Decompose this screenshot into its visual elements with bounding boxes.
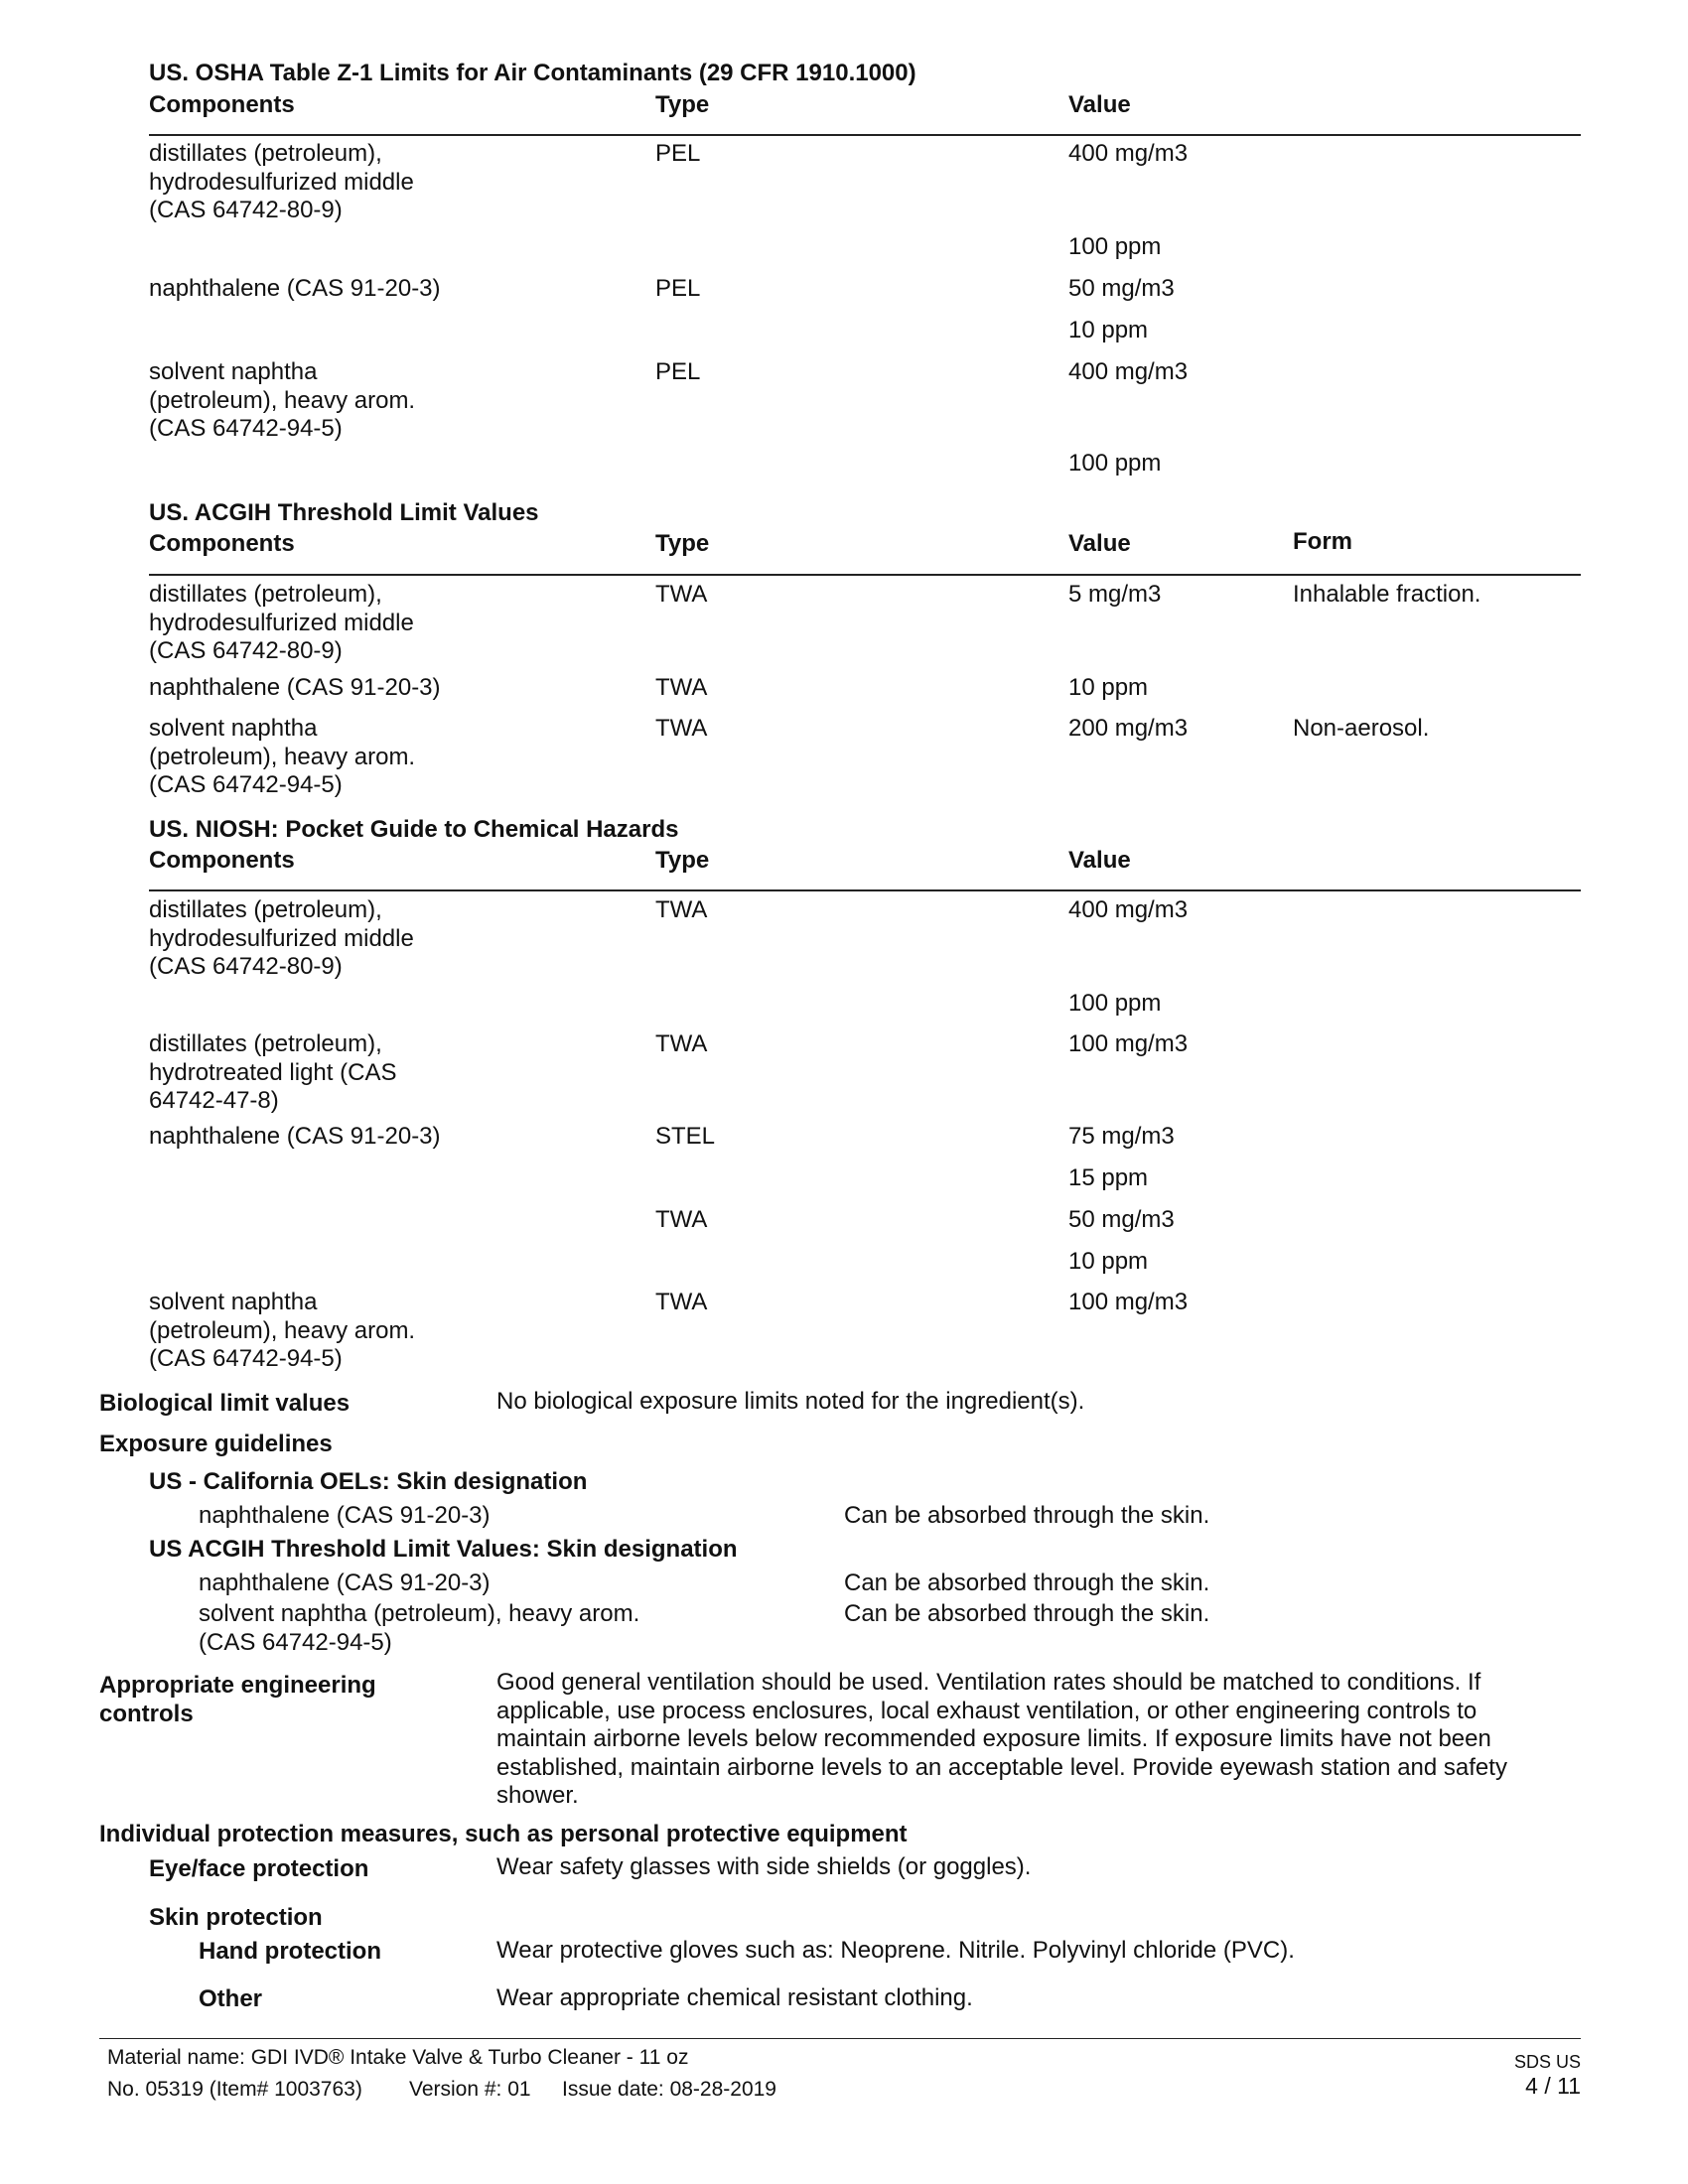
niosh-col-value: Value [1068,847,1131,874]
osha-title: US. OSHA Table Z-1 Limits for Air Contaminants (29 CFR 1910.1000) [149,60,916,86]
component-name: (petroleum), heavy arom. [149,743,416,770]
acgih-col-type: Type [655,530,710,557]
niosh-col-type: Type [655,847,710,874]
limit-value: 15 ppm [1068,1164,1149,1191]
limit-value: 10 ppm [1068,1248,1149,1275]
engineering-text [496,1669,1507,1811]
limit-value: 5 mg/m3 [1068,581,1162,608]
component-name: (CAS 64742-94-5) [149,771,343,798]
component-name: naphthalene (CAS 91-20-3) [149,1123,441,1150]
component-name: (CAS 64742-80-9) [149,637,343,664]
limit-type: TWA [655,581,708,608]
engineering-label-line: Appropriate engineering [99,1672,376,1699]
limit-type: TWA [655,1030,708,1057]
acgih-col-form: Form [1293,528,1352,555]
limit-type: PEL [655,358,701,385]
component-name: hydrodesulfurized middle [149,609,414,636]
engineering-text-line: applicable, use process enclosures, local exhaust ventilation, or other engineering controls to [496,1697,1477,1724]
footer-rule [99,2038,1581,2039]
ppe-title: Individual protection measures, such as personal protective equipment [99,1821,908,1847]
footer-issue-date: Issue date: 08-28-2019 [562,2078,776,2101]
limit-type: PEL [655,275,701,302]
component-name: naphthalene (CAS 91-20-3) [149,674,441,701]
skin-designation-text: Can be absorbed through the skin. [844,1570,1210,1596]
osha-col-value: Value [1068,91,1131,118]
limit-value: 400 mg/m3 [1068,896,1189,923]
california-oel-title: US - California OELs: Skin designation [149,1468,588,1495]
engineering-label-line: controls [99,1701,194,1727]
limit-type: TWA [655,896,708,923]
limit-value: 10 ppm [1068,674,1149,701]
limit-type: TWA [655,1206,708,1233]
acgih-header-rule [149,574,1581,576]
skin-designation-text: Can be absorbed through the skin. [844,1502,1210,1529]
limit-value: 100 ppm [1068,233,1162,260]
engineering-text-line: shower. [496,1782,579,1809]
component-name: hydrodesulfurized middle [149,168,414,196]
component-name: distillates (petroleum), [149,896,382,923]
engineering-label [99,1671,376,1728]
osha-header-rule [149,134,1581,136]
exposure-label: Exposure guidelines [99,1431,333,1457]
component-name: hydrotreated light (CAS [149,1058,397,1086]
limit-type: TWA [655,1289,708,1315]
component-name: solvent naphtha [149,1289,318,1315]
component-name: hydrodesulfurized middle [149,924,414,952]
component-name: distillates (petroleum), [149,1030,382,1057]
footer-material: Material name: GDI IVD® Intake Valve & Turbo Cleaner - 11 oz [107,2046,689,2069]
other-protection-label: Other [199,1985,263,2012]
footer-number: No. 05319 (Item# 1003763) [107,2078,362,2101]
limit-value: 50 mg/m3 [1068,275,1175,302]
limit-type: TWA [655,715,708,742]
limit-value: 200 mg/m3 [1068,715,1189,742]
skin-component-name: (CAS 64742-94-5) [199,1628,392,1656]
other-protection-text: Wear appropriate chemical resistant clothing. [496,1984,973,2011]
component-name: (CAS 64742-94-5) [149,1345,343,1372]
hand-protection-label: Hand protection [199,1938,381,1965]
bio-text: No biological exposure limits noted for the ingredient(s). [496,1388,1085,1415]
limit-type: STEL [655,1123,716,1150]
niosh-header-rule [149,889,1581,891]
component-name: distillates (petroleum), [149,581,382,608]
hand-protection-text: Wear protective gloves such as: Neoprene. Nitrile. Polyvinyl chloride (PVC). [496,1937,1295,1964]
component-name: (CAS 64742-80-9) [149,197,343,223]
component-name: (petroleum), heavy arom. [149,386,416,414]
skin-designation-text: Can be absorbed through the skin. [844,1600,1210,1627]
skin-component-name: naphthalene (CAS 91-20-3) [199,1502,491,1529]
acgih-col-value: Value [1068,530,1131,557]
acgih-skin-title: US ACGIH Threshold Limit Values: Skin designation [149,1536,738,1563]
footer-version: Version #: 01 [409,2078,531,2101]
footer-sds-label: SDS US [1513,2052,1581,2072]
limit-value: 50 mg/m3 [1068,1206,1175,1233]
skin-component-name: naphthalene (CAS 91-20-3) [199,1570,491,1596]
component-name: (CAS 64742-94-5) [149,415,343,442]
skin-component-name: solvent naphtha (petroleum), heavy arom. [199,1600,640,1627]
footer-page-number: 4 / 11 [1525,2073,1581,2099]
osha-col-type: Type [655,91,710,118]
limit-value: 100 ppm [1068,990,1162,1017]
component-name: solvent naphtha [149,358,318,385]
limit-value: 400 mg/m3 [1068,140,1189,167]
engineering-text-line: Good general ventilation should be used. Ventilation rates should be matched to conditions. If [496,1669,1481,1696]
niosh-col-components: Components [149,847,295,874]
limit-type: PEL [655,140,701,167]
acgih-col-components: Components [149,530,295,557]
limit-value: 100 ppm [1068,450,1162,477]
limit-value: 100 mg/m3 [1068,1289,1189,1315]
component-name: naphthalene (CAS 91-20-3) [149,275,441,302]
component-name: 64742-47-8) [149,1087,279,1114]
acgih-title: US. ACGIH Threshold Limit Values [149,499,539,526]
eye-protection-label: Eye/face protection [149,1855,369,1882]
limit-form: Non-aerosol. [1293,715,1430,742]
eye-protection-text: Wear safety glasses with side shields (or goggles). [496,1853,1032,1880]
niosh-title: US. NIOSH: Pocket Guide to Chemical Hazards [149,816,679,843]
limit-value: 75 mg/m3 [1068,1123,1175,1150]
engineering-text-line: maintain airborne levels below recommended exposure limits. If exposure limits have not been [496,1725,1491,1752]
limit-value: 10 ppm [1068,317,1149,343]
limit-type: TWA [655,674,708,701]
component-name: distillates (petroleum), [149,140,382,167]
osha-col-components: Components [149,91,295,118]
component-name: solvent naphtha [149,715,318,742]
limit-value: 100 mg/m3 [1068,1030,1189,1057]
component-name: (CAS 64742-80-9) [149,953,343,980]
component-name: (petroleum), heavy arom. [149,1316,416,1344]
engineering-text-line: established, maintain airborne levels to an acceptable level. Provide eyewash station and safety [496,1753,1507,1781]
limit-value: 400 mg/m3 [1068,358,1189,385]
bio-label: Biological limit values [99,1390,351,1417]
skin-protection-label: Skin protection [149,1904,323,1931]
limit-form: Inhalable fraction. [1293,581,1481,608]
